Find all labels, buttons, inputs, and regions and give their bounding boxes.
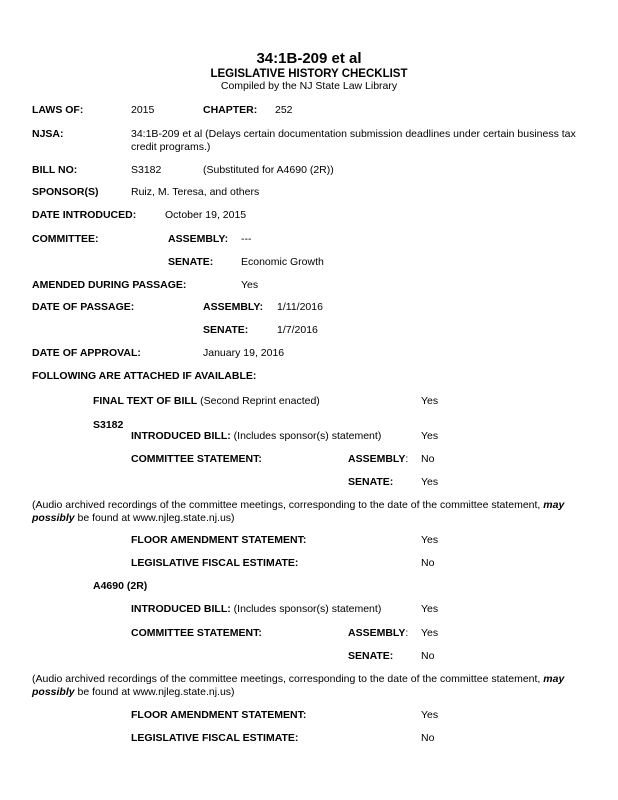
a4690-assembly-label: ASSEMBLY <box>348 627 406 639</box>
sponsors-value: Ruiz, M. Teresa, and others <box>131 186 260 198</box>
passage-assembly-label: ASSEMBLY: <box>203 301 264 313</box>
passage-senate-value: 1/7/2016 <box>277 324 318 336</box>
s3182-senate-label: SENATE: <box>348 476 394 488</box>
attached-heading: FOLLOWING ARE ATTACHED IF AVAILABLE: <box>32 370 257 382</box>
s3182-assembly-value: No <box>421 453 435 465</box>
s3182-senate-value: Yes <box>421 476 439 488</box>
s3182-committee-label: COMMITTEE STATEMENT: <box>131 453 262 465</box>
bill-substituted: (Substituted for A4690 (2R)) <box>203 164 334 176</box>
a4690-audio-note <box>32 673 604 699</box>
document-subtitle: LEGISLATIVE HISTORY CHECKLIST <box>210 68 408 80</box>
a4690-senate-label: SENATE: <box>348 650 394 662</box>
s3182-audio-post: be found at www.njleg.state.nj.us) <box>74 512 235 524</box>
laws-of-label: LAWS OF: <box>32 104 84 116</box>
committee-assembly-label: ASSEMBLY: <box>168 233 229 245</box>
s3182-floor-value: Yes <box>421 534 439 546</box>
a4690-committee-label: COMMITTEE STATEMENT: <box>131 627 262 639</box>
a4690-introduced-row <box>131 603 381 616</box>
s3182-fiscal-label: LEGISLATIVE FISCAL ESTIMATE: <box>131 557 299 569</box>
s3182-assembly-label: ASSEMBLY <box>348 453 406 465</box>
s3182-heading: S3182 <box>93 419 124 431</box>
passage-assembly-value: 1/11/2016 <box>277 301 323 313</box>
s3182-floor-label: FLOOR AMENDMENT STATEMENT: <box>131 534 307 546</box>
final-text-value: Yes <box>421 395 439 407</box>
amended-label: AMENDED DURING PASSAGE: <box>32 279 187 291</box>
document-title: 34:1B-209 et al <box>256 50 362 67</box>
s3182-introduced-label: INTRODUCED BILL: <box>131 430 231 442</box>
chapter-value: 252 <box>275 104 293 116</box>
amended-value: Yes <box>241 279 259 291</box>
s3182-introduced-value: Yes <box>421 430 439 442</box>
s3182-assembly-row <box>348 453 408 466</box>
compiled-by: Compiled by the NJ State Law Library <box>220 80 398 92</box>
a4690-introduced-note: (Includes sponsor(s) statement) <box>233 603 382 615</box>
s3182-assembly-colon: : <box>405 453 409 465</box>
a4690-fiscal-value: No <box>421 732 435 744</box>
s3182-introduced-note: (Includes sponsor(s) statement) <box>233 430 382 442</box>
passage-senate-label: SENATE: <box>203 324 249 336</box>
a4690-assembly-row <box>348 627 408 640</box>
a4690-audio-em: may possibly <box>32 673 565 698</box>
s3182-fiscal-value: No <box>421 557 435 569</box>
a4690-introduced-value: Yes <box>421 603 439 615</box>
s3182-audio-note <box>32 499 604 525</box>
sponsors-label: SPONSOR(S) <box>32 186 99 198</box>
a4690-assembly-colon: : <box>405 627 409 639</box>
a4690-assembly-value: Yes <box>421 627 439 639</box>
date-introduced-value: October 19, 2015 <box>165 209 247 221</box>
date-of-passage-label: DATE OF PASSAGE: <box>32 301 135 313</box>
a4690-fiscal-label: LEGISLATIVE FISCAL ESTIMATE: <box>131 732 299 744</box>
s3182-introduced-row <box>131 430 381 443</box>
s3182-audio-em: may possibly <box>32 499 565 524</box>
a4690-heading: A4690 (2R) <box>93 580 148 592</box>
committee-senate-label: SENATE: <box>168 256 214 268</box>
a4690-audio-pre: (Audio archived recordings of the committee meetings, corresponding to the date of the committee statement, <box>32 673 544 685</box>
a4690-audio-post: be found at www.njleg.state.nj.us) <box>74 686 235 698</box>
date-of-approval-value: January 19, 2016 <box>203 347 285 359</box>
committee-senate-value: Economic Growth <box>241 256 324 268</box>
final-text-note: (Second Reprint enacted) <box>200 395 320 407</box>
final-text-row <box>93 395 320 408</box>
laws-of-value: 2015 <box>131 104 155 116</box>
a4690-senate-value: No <box>421 650 435 662</box>
bill-no-label: BILL NO: <box>32 164 78 176</box>
date-introduced-label: DATE INTRODUCED: <box>32 209 137 221</box>
a4690-floor-value: Yes <box>421 709 439 721</box>
date-of-approval-label: DATE OF APPROVAL: <box>32 347 141 359</box>
final-text-label: FINAL TEXT OF BILL <box>93 395 198 407</box>
s3182-audio-pre: (Audio archived recordings of the committee meetings, corresponding to the date of the committee statement, <box>32 499 544 511</box>
njsa-label: NJSA: <box>32 128 64 140</box>
bill-no-value: S3182 <box>131 164 162 176</box>
njsa-value: 34:1B-209 et al (Delays certain documentation submission deadlines under certain business tax credit programs.) <box>131 128 576 153</box>
committee-label: COMMITTEE: <box>32 233 99 245</box>
committee-assembly-value: --- <box>241 233 252 245</box>
a4690-floor-label: FLOOR AMENDMENT STATEMENT: <box>131 709 307 721</box>
a4690-introduced-label: INTRODUCED BILL: <box>131 603 231 615</box>
chapter-label: CHAPTER: <box>203 104 258 116</box>
